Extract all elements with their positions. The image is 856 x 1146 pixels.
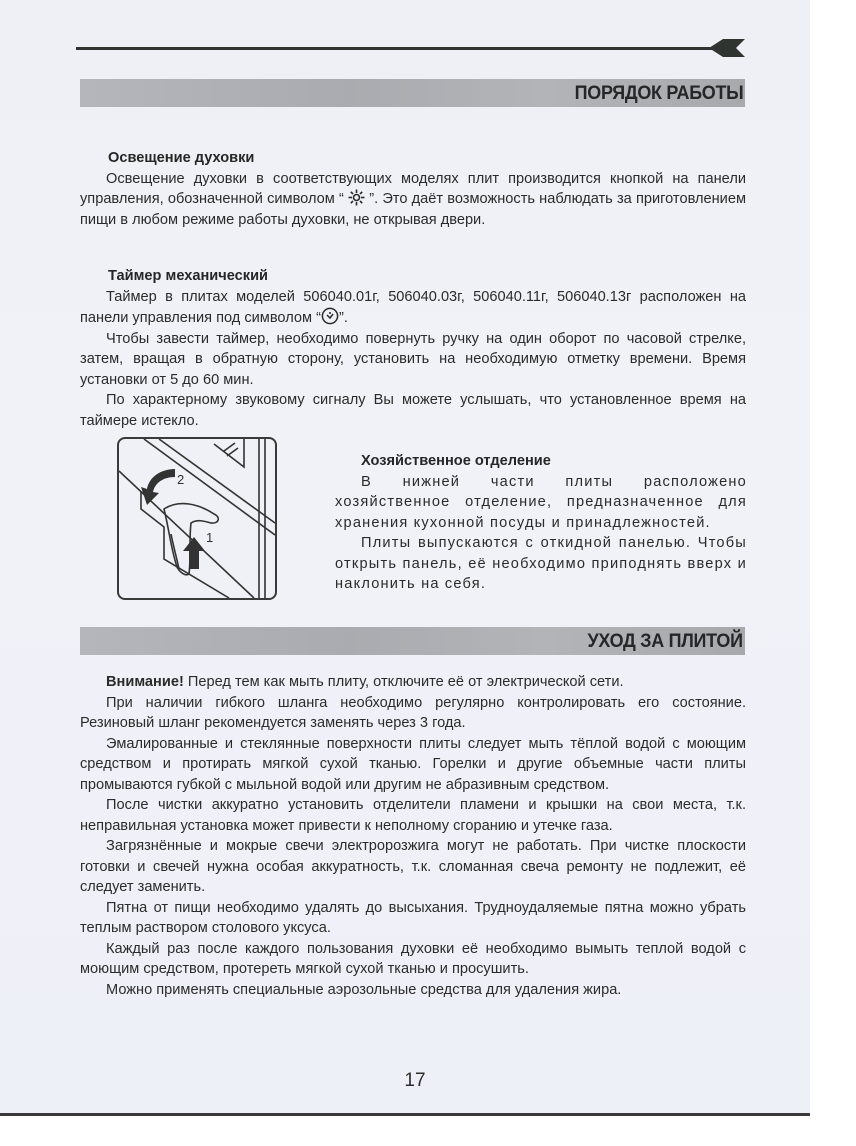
arrow-head-icon: [709, 38, 745, 58]
section-title: УХОД ЗА ПЛИТОЙ: [587, 629, 743, 652]
subsection-heading: Освещение духовки: [108, 150, 255, 166]
paragraph-text: ”. Это даёт возможность наблюдать за приготовлением пищи в любом режиме работы духовки, не открывая двери.: [80, 191, 746, 228]
care-paragraph: При наличии гибкого шланга необходимо регулярно контролировать его состояние. Резиновый шланг рекомендуется заменять через 3 года.: [80, 694, 746, 731]
care-paragraph: Пятна от пищи необходимо удалять до высыхания. Трудноудаляемые пятна можно убрать теплым раствором столового уксуса.: [80, 899, 746, 936]
oven-light-paragraph: [80, 169, 746, 231]
oven-light-section: [80, 148, 746, 230]
paragraph-text: ”.: [338, 310, 348, 326]
section-banner-operation: [80, 79, 745, 107]
care-paragraph: Загрязнённые и мокрые свечи электророзжига могут не работать. При чистке плоскости готовки и свечей нужна особая аккуратность, т.к. сломанная свеча ремонту не подлежит, её следует заменить.: [80, 838, 746, 895]
warning-paragraph: [80, 672, 746, 693]
paragraph-text: Освещение духовки в соответствующих моделях плит производится кнопкой на панели управления, обозначенной символом “: [80, 170, 746, 207]
paragraph-text: Таймер в плитах моделей 506040.01г, 506040.03г, 506040.11г, 506040.13г расположен на панели управления под символом “: [80, 288, 746, 326]
timer-icon: [321, 307, 339, 325]
subsection-heading: Хозяйственное отделение: [361, 453, 551, 469]
sun-light-icon: [348, 189, 365, 206]
care-paragraph: Можно применять специальные аэрозольные средства для удаления жира.: [106, 981, 622, 998]
care-paragraph: Эмалированные и стеклянные поверхности плиты следует мыть тёплой водой с моющим средством и протирать мягкой сухой тканью. Горелки и другие объемные части плиты промываются губкой с мыльной водой или другим не абразивным средством.: [80, 735, 746, 793]
storage-section: [335, 451, 747, 595]
subsection-heading: Таймер механический: [108, 268, 269, 284]
care-paragraph: Каждый раз после каждого пользования духовки её необходимо вымыть теплой водой с моющим средством, протереть мягкой сухой тканью и просушить.: [80, 940, 746, 977]
section-banner-care: [80, 627, 745, 655]
hand-lifting-panel-icon: [119, 439, 275, 598]
care-paragraph: После чистки аккуратно установить отделители пламени и крышки на свои места, т.к. неправильная установка может привести к неполному сгоранию и утечке газа.: [80, 797, 746, 834]
storage-paragraph-2: Плиты выпускаются с откидной панелью. Чтобы открыть панель, её необходимо приподнять вверх и наклонить на себя.: [335, 535, 747, 592]
warning-label: Внимание!: [106, 674, 184, 690]
step-2-label: 2: [177, 472, 185, 487]
warning-text: Перед тем как мыть плиту, отключите её от электрической сети.: [183, 674, 624, 690]
step-1-label: 1: [206, 530, 214, 545]
care-section: [80, 672, 746, 1000]
storage-paragraph-1: В нижней части плиты расположено хозяйственное отделение, предназначенное для хранения кухонной посуды и принадлежностей.: [335, 473, 747, 531]
timer-paragraph-3: По характерному звуковому сигналу Вы можете услышать, что установленное время на таймере истекло.: [80, 392, 746, 429]
timer-section: [80, 266, 746, 431]
timer-paragraph-1: [80, 287, 746, 329]
timer-paragraph-2: Чтобы завести таймер, необходимо повернуть ручку на один оборот по часовой стрелке, затем, вращая в обратную сторону, установить на необходимую отметку времени. Время установки от 5 до 60 мин.: [80, 330, 746, 388]
header-rule: [76, 47, 726, 50]
storage-panel-illustration: [117, 437, 277, 600]
section-title: ПОРЯДОК РАБОТЫ: [574, 81, 743, 104]
page-number: 17: [404, 1070, 426, 1091]
